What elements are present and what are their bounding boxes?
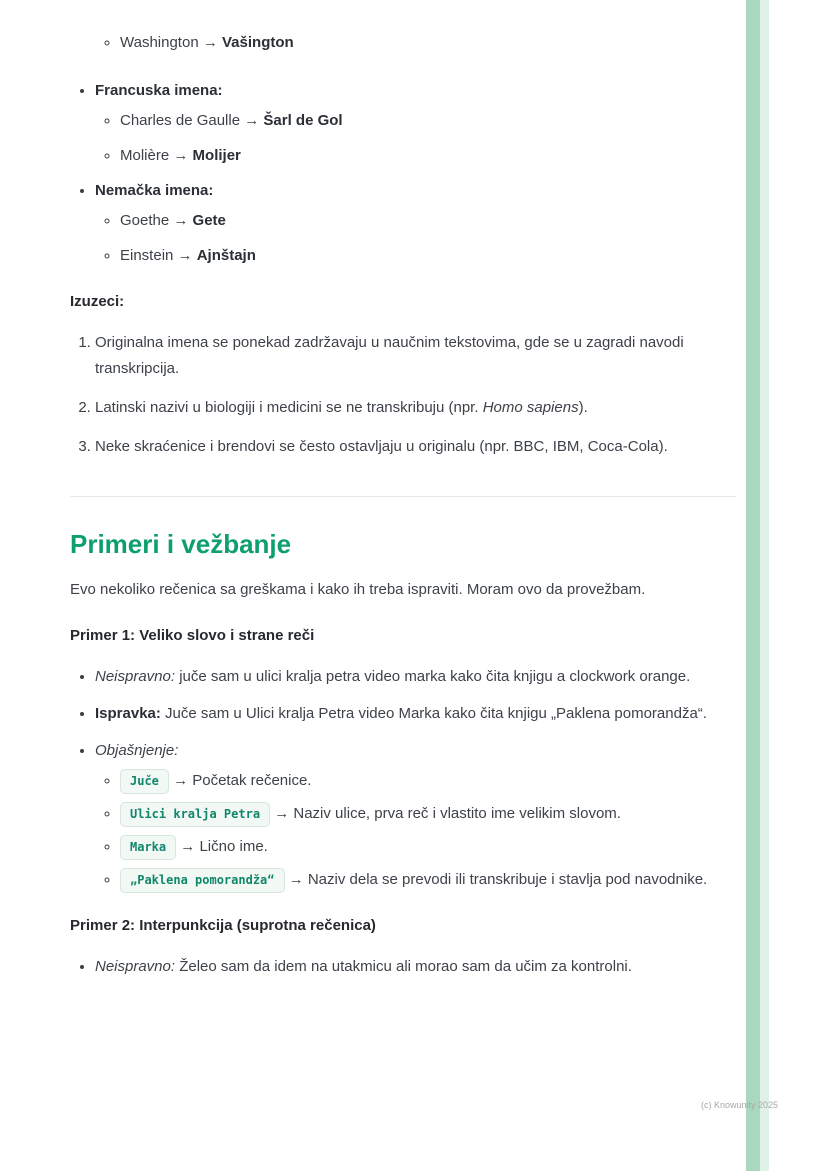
explanation-text: → Lično ime. [176,838,268,855]
exceptions-list [70,330,736,460]
name-transcribed: Gete [192,212,226,229]
fixed-sentence-item [95,701,736,727]
list-item [120,143,736,169]
list-item [95,434,736,460]
wrong-text: Želeo sam da idem na utakmicu ali morao sam da učim za kontrolni. [175,958,632,975]
code-chip: Ulici kralja Petra [120,802,270,827]
exception-text: Latinski nazivi u biologiji i medicini se ne transkribuju (npr. [95,399,483,416]
list-item [95,395,736,421]
exception-text: Neke skraćenice i brendovi se često ostavljaju u originalu (npr. BBC, IBM, Coca-Cola). [95,438,668,455]
name-transcribed: Molijer [192,147,241,164]
section-divider [70,496,736,497]
example2-title: Primer 2: Interpunkcija (suprotna rečenica) [70,917,376,934]
code-chip: „Paklena pomorandža“ [120,868,285,893]
explanation-text: → Početak rečenice. [168,772,312,789]
name-original: Einstein → [120,247,197,264]
list-item [120,768,736,794]
code-chip: Juče [120,769,169,794]
language-groups-list [70,78,736,269]
explanation-text: → Naziv ulice, prva reč i vlastito ime velikim slovom. [270,805,621,822]
german-names-sublist [95,208,736,269]
wrong-text: juče sam u ulici kralja petra video marka kako čita knjigu a clockwork orange. [175,668,691,685]
list-item [120,867,736,893]
name-original: Charles de Gaulle → [120,112,264,129]
list-item [120,208,736,234]
wrong-label: Neispravno: [95,668,176,685]
intro-paragraph: Evo nekoliko rečenica sa greškama i kako ih treba ispraviti. Moram ovo da provežbam. [70,581,646,598]
copyright-footer: (c) Knowunity 2025 [700,1100,778,1110]
section-heading: Primeri i vežbanje [70,529,292,559]
explanation-item [95,738,736,893]
page-edge-ribbon-light [760,0,769,1171]
list-item [95,178,736,269]
wrong-label: Neispravno: [95,958,176,975]
name-transcribed: Šarl de Gol [263,112,343,129]
example1-title: Primer 1: Veliko slovo i strane reči [70,627,315,644]
american-names-sublist [70,30,736,56]
explain-label: Objašnjenje: [95,742,179,759]
list-item [95,330,736,382]
list-item [120,801,736,827]
study-note-page [70,30,736,991]
page-edge-ribbon [746,0,760,1171]
list-item [120,243,736,269]
explanation-text: → Naziv dela se prevodi ili transkribuje i stavlja pod navodnike. [284,871,708,888]
name-original: Washington → [120,34,222,51]
fix-label: Ispravka: [95,705,161,722]
explanations-sublist [95,768,736,893]
list-item [120,30,736,56]
group-label: Nemačka imena: [95,182,214,199]
example2-list [70,954,736,980]
name-transcribed: Ajnštajn [196,247,256,264]
wrong-sentence-item [95,954,736,980]
wrong-sentence-item [95,664,736,690]
example1-list [70,664,736,893]
list-item [95,78,736,169]
name-original: Goethe → [120,212,193,229]
exceptions-heading: Izuzeci: [70,293,125,310]
list-item [120,108,736,134]
code-chip: Marka [120,835,176,860]
fix-text: Juče sam u Ulici kralja Petra video Marka kako čita knjigu „Paklena pomorandža“. [160,705,707,722]
exception-text: Originalna imena se ponekad zadržavaju u naučnim tekstovima, gde se u zagradi navodi transkripcija. [95,334,684,377]
name-original: Molière → [120,147,193,164]
list-item [120,834,736,860]
group-label: Francuska imena: [95,82,223,99]
french-names-sublist [95,108,736,169]
latin-term: Homo sapiens [482,399,579,416]
exception-text: ). [578,399,588,416]
name-transcribed: Vašington [222,34,294,51]
